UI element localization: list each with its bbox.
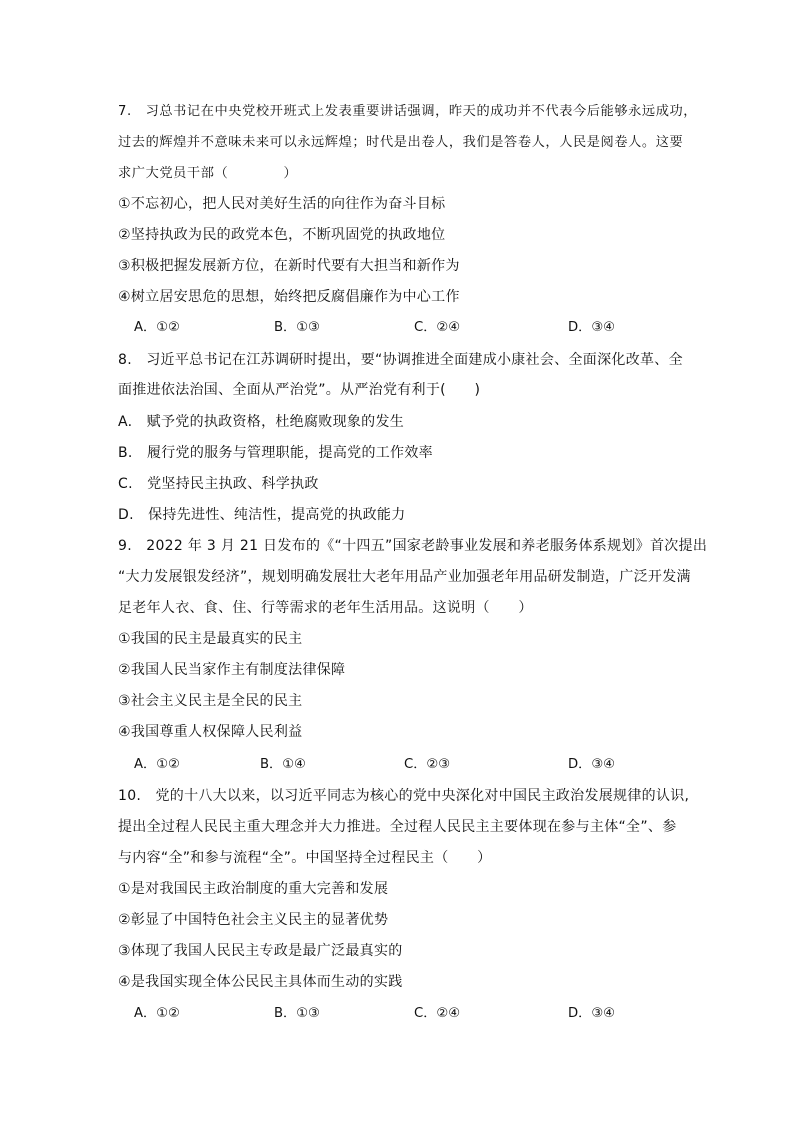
option-b: B．①③ — [274, 320, 320, 335]
question-9-line-2: “大力发展银发经济”，规划明确发展壮大老年用品产业加强老年用品研发制造，广泛开发满 — [118, 569, 691, 585]
question-7-statement-3: ③积极把握发展新方位，在新时代要有大担当和新作为 — [118, 258, 460, 274]
option-d: D．③④ — [568, 757, 615, 772]
question-10-statement-4: ④是我国实现全体公民民主具体而生动的实践 — [118, 974, 403, 990]
option-d: D．③④ — [568, 320, 615, 335]
question-8-statement-d: D. 保持先进性、纯洁性，提高党的执政能力 — [118, 507, 406, 523]
option-a: A．①② — [134, 757, 180, 772]
question-8-statement-b: B. 履行党的服务与管理职能，提高党的工作效率 — [118, 445, 433, 461]
question-9-line-1: 9. 2022 年 3 月 21 日发布的《“十四五”国家老龄事业发展和养老服务体系规划》首次提出 — [118, 538, 708, 554]
option-c: C．②④ — [414, 320, 461, 335]
question-8-statement-a: A. 赋予党的执政资格，杜绝腐败现象的发生 — [118, 414, 405, 430]
question-9-line-3: 足老年人衣、食、住、行等需求的老年生活用品。这说明（ ） — [118, 600, 533, 616]
question-9-statement-2: ②我国人民当家作主有制度法律保障 — [118, 662, 346, 678]
question-8-line-2: 面推进依法治国、全面从严治党”。从严治党有利于( ) — [118, 382, 481, 398]
question-7-line-3: 求广大党员干部（ ） — [118, 166, 298, 181]
option-b: B．①④ — [260, 757, 306, 772]
question-10-options — [134, 1004, 654, 1024]
question-10-statement-2: ②彰显了中国特色社会主义民主的显著优势 — [118, 912, 389, 928]
question-10-line-2: 提出全过程人民民主重大理念并大力推进。全过程人民民主主要体现在参与主体“全”、参 — [118, 819, 677, 835]
question-7-statement-2: ②坚持执政为民的政党本色，不断巩固党的执政地位 — [118, 227, 446, 243]
option-b: B．①③ — [274, 1006, 320, 1021]
question-9-options — [134, 755, 654, 775]
question-7-line-1: 7. 习总书记在中央党校开班式上发表重要讲话强调，昨天的成功并不代表今后能够永远成功， — [118, 104, 698, 119]
option-a: A．①② — [134, 1006, 180, 1021]
question-8-line-1: 8. 习近平总书记在江苏调研时提出，要“协调推进全面建成小康社会、全面深化改革、全 — [118, 352, 683, 368]
option-d: D．③④ — [568, 1006, 615, 1021]
question-7-statement-4: ④树立居安思危的思想，始终把反腐倡廉作为中心工作 — [118, 289, 460, 305]
question-10-line-3: 与内容“全”和参与流程“全”。中国坚持全过程民主（ ） — [118, 850, 492, 866]
question-10-statement-1: ①是对我国民主政治制度的重大完善和发展 — [118, 881, 389, 897]
question-9-statement-3: ③社会主义民主是全民的民主 — [118, 693, 303, 709]
option-a: A．①② — [134, 320, 180, 335]
question-9-statement-1: ①我国的民主是最真实的民主 — [118, 631, 303, 647]
question-10-statement-3: ③体现了我国人民民主专政是最广泛最真实的 — [118, 943, 403, 959]
option-c: C．②③ — [404, 757, 451, 772]
question-8-statement-c: C. 党坚持民主执政、科学执政 — [118, 476, 319, 492]
question-7-statement-1: ①不忘初心，把人民对美好生活的向往作为奋斗目标 — [118, 196, 446, 212]
question-10-line-1: 10. 党的十八大以来，以习近平同志为核心的党中央深化对中国民主政治发展规律的认识, — [118, 788, 690, 804]
question-7-options — [134, 318, 654, 338]
question-7-line-2: 过去的辉煌并不意味未来可以永远辉煌；时代是出卷人，我们是答卷人，人民是阅卷人。这要 — [118, 135, 684, 150]
option-c: C．②④ — [414, 1006, 461, 1021]
question-9-statement-4: ④我国尊重人权保障人民利益 — [118, 724, 303, 740]
